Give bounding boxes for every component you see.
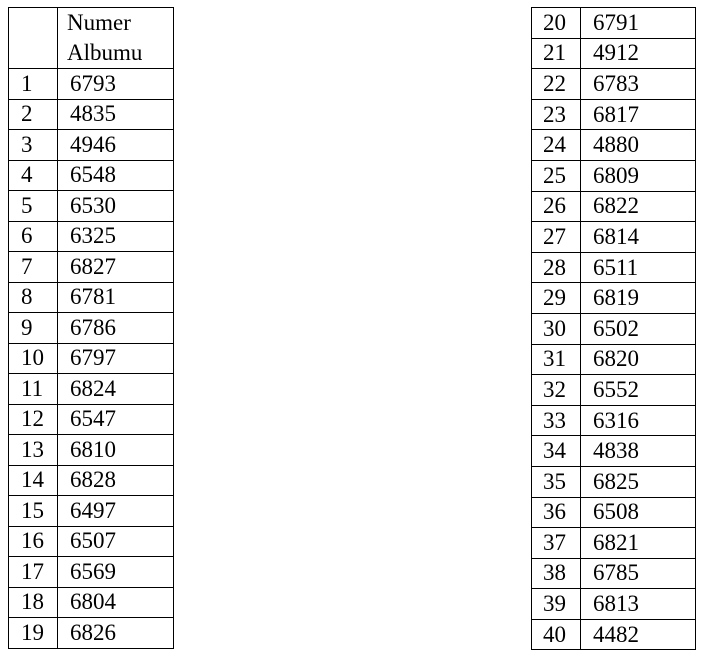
album-number-cell: 6507	[58, 526, 174, 557]
album-number-cell: 6548	[58, 160, 174, 191]
album-number-cell: 6569	[58, 557, 174, 588]
header-album-line2: Albumu	[67, 40, 143, 65]
album-number-cell: 6810	[58, 435, 174, 466]
table-row	[532, 99, 696, 130]
table-row	[9, 221, 174, 252]
table-row	[532, 405, 696, 436]
table-row	[532, 619, 696, 650]
header-album-cell	[58, 8, 174, 69]
album-number-cell: 6797	[58, 343, 174, 374]
header-index-cell	[9, 8, 58, 69]
row-index-cell: 18	[9, 587, 58, 618]
table-row	[9, 160, 174, 191]
table-row	[9, 465, 174, 496]
album-number-cell: 6547	[58, 404, 174, 435]
album-number-cell: 6783	[581, 69, 696, 100]
row-index-cell: 2	[9, 99, 58, 130]
row-index-cell: 12	[9, 404, 58, 435]
album-number-cell: 6820	[581, 344, 696, 375]
row-index-cell: 3	[9, 130, 58, 161]
table-row	[532, 558, 696, 589]
table-row	[9, 130, 174, 161]
album-number-cell: 6508	[581, 497, 696, 528]
album-number-cell: 6819	[581, 283, 696, 314]
table-row	[532, 191, 696, 222]
album-number-cell: 6316	[581, 405, 696, 436]
album-number-cell: 6325	[58, 221, 174, 252]
row-index-cell: 15	[9, 496, 58, 527]
row-index-cell: 4	[9, 160, 58, 191]
album-number-cell: 6804	[58, 587, 174, 618]
album-numbers-table-right	[531, 7, 696, 650]
row-index-cell: 25	[532, 160, 581, 191]
table-row	[9, 99, 174, 130]
table-header-row	[9, 8, 174, 69]
album-number-cell: 6821	[581, 528, 696, 559]
row-index-cell: 33	[532, 405, 581, 436]
row-index-cell: 5	[9, 191, 58, 222]
album-number-cell: 6786	[58, 313, 174, 344]
album-number-cell: 6530	[58, 191, 174, 222]
row-index-cell: 10	[9, 343, 58, 374]
row-index-cell: 16	[9, 526, 58, 557]
row-index-cell: 36	[532, 497, 581, 528]
row-index-cell: 30	[532, 313, 581, 344]
row-index-cell: 22	[532, 69, 581, 100]
table-row	[532, 466, 696, 497]
table-row	[532, 69, 696, 100]
table-row	[9, 313, 174, 344]
album-number-cell: 6552	[581, 375, 696, 406]
row-index-cell: 37	[532, 528, 581, 559]
album-number-cell: 6791	[581, 8, 696, 39]
album-number-cell: 6497	[58, 496, 174, 527]
table-row	[532, 497, 696, 528]
album-number-cell: 6813	[581, 589, 696, 620]
album-number-cell: 6825	[581, 466, 696, 497]
album-number-cell: 6827	[58, 252, 174, 283]
row-index-cell: 20	[532, 8, 581, 39]
row-index-cell: 23	[532, 99, 581, 130]
table-row	[532, 313, 696, 344]
row-index-cell: 31	[532, 344, 581, 375]
album-number-cell: 4946	[58, 130, 174, 161]
row-index-cell: 38	[532, 558, 581, 589]
row-index-cell: 34	[532, 436, 581, 467]
table-row	[9, 282, 174, 313]
table-row	[9, 557, 174, 588]
table-row	[532, 528, 696, 559]
row-index-cell: 19	[9, 618, 58, 649]
row-index-cell: 7	[9, 252, 58, 283]
album-number-cell: 6502	[581, 313, 696, 344]
table-row	[532, 38, 696, 69]
table-row	[9, 587, 174, 618]
row-index-cell: 32	[532, 375, 581, 406]
row-index-cell: 9	[9, 313, 58, 344]
table-row	[9, 404, 174, 435]
album-numbers-table-left	[8, 7, 174, 649]
album-number-cell: 6785	[581, 558, 696, 589]
table-row	[532, 160, 696, 191]
table-row	[9, 496, 174, 527]
album-number-cell: 6824	[58, 374, 174, 405]
header-album-line1: Numer	[67, 10, 131, 35]
table-row	[532, 8, 696, 39]
album-number-cell: 6793	[58, 69, 174, 100]
album-number-cell: 6826	[58, 618, 174, 649]
album-number-cell: 4835	[58, 99, 174, 130]
table-row	[532, 344, 696, 375]
table-row	[9, 191, 174, 222]
album-number-cell: 4482	[581, 619, 696, 650]
album-number-cell: 4880	[581, 130, 696, 161]
album-number-cell: 6814	[581, 222, 696, 253]
table-row	[532, 589, 696, 620]
row-index-cell: 26	[532, 191, 581, 222]
row-index-cell: 21	[532, 38, 581, 69]
table-row	[9, 69, 174, 100]
album-number-cell: 6817	[581, 99, 696, 130]
row-index-cell: 27	[532, 222, 581, 253]
album-number-cell: 6511	[581, 252, 696, 283]
row-index-cell: 28	[532, 252, 581, 283]
table-row	[9, 252, 174, 283]
album-number-cell: 6809	[581, 160, 696, 191]
row-index-cell: 35	[532, 466, 581, 497]
table-row	[9, 618, 174, 649]
album-number-cell: 6822	[581, 191, 696, 222]
album-number-cell: 6828	[58, 465, 174, 496]
row-index-cell: 11	[9, 374, 58, 405]
row-index-cell: 13	[9, 435, 58, 466]
row-index-cell: 24	[532, 130, 581, 161]
table-row	[9, 526, 174, 557]
table-row	[532, 436, 696, 467]
table-row	[532, 252, 696, 283]
table-row	[9, 374, 174, 405]
row-index-cell: 6	[9, 221, 58, 252]
row-index-cell: 8	[9, 282, 58, 313]
table-row	[532, 375, 696, 406]
table-row	[532, 222, 696, 253]
table-row	[9, 435, 174, 466]
row-index-cell: 14	[9, 465, 58, 496]
album-number-cell: 4838	[581, 436, 696, 467]
album-number-cell: 6781	[58, 282, 174, 313]
row-index-cell: 29	[532, 283, 581, 314]
table-row	[532, 283, 696, 314]
row-index-cell: 1	[9, 69, 58, 100]
table-left-body	[9, 8, 174, 649]
album-number-cell: 4912	[581, 38, 696, 69]
row-index-cell: 17	[9, 557, 58, 588]
row-index-cell: 40	[532, 619, 581, 650]
table-row	[9, 343, 174, 374]
row-index-cell: 39	[532, 589, 581, 620]
table-row	[532, 130, 696, 161]
table-right-body	[532, 8, 696, 650]
